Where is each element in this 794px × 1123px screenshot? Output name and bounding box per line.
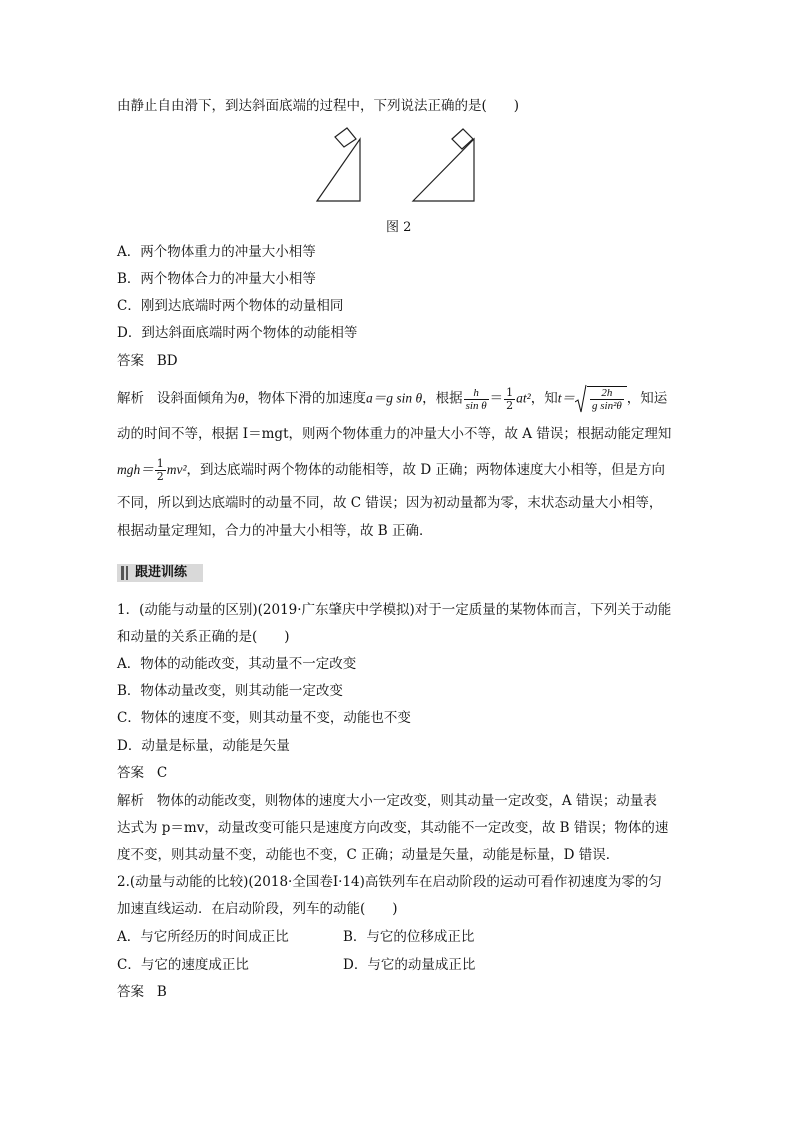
text: ，知 [530,390,558,407]
numerator: 1 [156,457,164,470]
answer-value: C [156,765,168,781]
analysis-label: 解析 [117,390,144,407]
q2-option-a: A．与它所经历的时间成正比 [117,929,289,945]
formula: t＝ [557,390,575,406]
formula: at² [516,390,531,406]
section-badge [117,564,203,582]
q0-analysis-line-3 [117,458,665,483]
q1-stem-line-2: 和动量的关系正确的是( ) [117,629,290,645]
text: ，根据 [422,390,463,407]
text: ，物体下滑的加速度 [244,390,367,407]
q0-answer [117,351,178,371]
q2-answer [117,982,167,1002]
q2-stem-line-1: 2.(动量与动能的比较)(2018·全国卷Ⅰ·14)高铁列车在启动阶段的运动可看作初速度为零的匀 [117,874,662,890]
q1-option-c: C．物体的速度不变，则其动量不变，动能也不变 [117,710,411,726]
q1-option-a: A．物体的动能改变，其动量不一定改变 [117,656,357,672]
denominator: 2 [156,470,164,483]
q1-stem-line-1: 1．(动能与动量的区别)(2019·广东肇庆中学模拟)对于一定质量的某物体而言，下列关于动能 [117,602,672,618]
formula: a＝g sin θ [366,390,423,406]
analysis-label: 解析 [117,793,144,809]
section-badge-label: 跟进训练 [135,565,188,580]
q1-analysis-line-2: 达式为 p＝mv，动量改变可能只是速度方向改变，其动能不一定改变，故 B 错误；物体的速 [117,820,669,836]
q0-analysis-line-4: 不同，所以到达底端时的动量不同，故 C 错误；因为初动量都为零，末状态动量大小相等， [117,495,663,511]
q0-analysis-line-1 [117,386,667,412]
q2-option-d: D．与它的动量成正比 [343,957,476,973]
q0-option-a: A．两个物体重力的冲量大小相等 [117,244,316,260]
formula: mgh＝ [117,462,154,477]
fraction-half [155,458,166,483]
q0-analysis-line-5: 根据动量定理知，合力的冲量大小相等，故 B 正确． [117,523,433,539]
fraction-h-sin [464,387,489,412]
answer-label: 答案 [117,353,144,369]
text: 设斜面倾角为 [156,390,238,407]
text: ，到达底端时两个物体的动能相等，故 D 正确；两物体速度大小相等，但是方向 [186,462,665,478]
q1-option-d: D．动量是标量，动能是矢量 [117,738,290,754]
q1-analysis-line-3: 度不变，则其动量不变，动能也不变，C 正确；动量是矢量，动能是标量，D 错误． [117,847,620,863]
formula: mv² [166,462,187,477]
badge-bar [121,566,124,580]
left-incline [317,128,360,201]
text: 物体的动能改变，则物体的速度大小一定改变，则其动量一定改变，A 错误；动量表 [156,793,657,809]
numerator: h [464,387,489,400]
fraction-half [504,387,515,412]
denominator: 2 [506,398,514,412]
text: ，知运 [626,390,668,407]
numerator: 2h [590,387,624,400]
q0-option-d: D．到达斜面底端时两个物体的动能相等 [117,325,358,341]
theta: θ [237,390,245,406]
denominator: g sin²θ [591,400,622,412]
q1-answer [117,763,167,783]
q0-option-c: C．刚到达底端时两个物体的动量相同 [117,298,344,314]
figure-caption: 图 2 [386,220,412,235]
q1-analysis-line-1 [117,791,657,811]
right-incline [413,129,474,201]
answer-label: 答案 [117,984,144,1000]
q2-option-c: C．与它的速度成正比 [117,957,249,973]
intro-line: 由静止自由滑下，到达斜面底端的过程中，下列说法正确的是( ) [117,98,520,114]
sqrt-expression [575,386,627,412]
q0-analysis-line-2: 动的时间不等，根据 I＝mgt，则两个物体重力的冲量大小不等，故 A 错误；根据动能定理知 [117,426,672,442]
q0-option-b: B．两个物体合力的冲量大小相等 [117,271,316,287]
answer-value: B [156,984,167,1000]
badge-bar [126,566,128,580]
equals: ＝ [489,390,504,407]
answer-value: BD [156,353,178,369]
q1-option-b: B．物体动量改变，则其动能一定改变 [117,683,343,699]
answer-label: 答案 [117,765,144,781]
denominator: sin θ [465,399,487,412]
q2-stem-line-2: 加速直线运动．在启动阶段，列车的动能( ) [117,901,398,917]
numerator: 1 [506,385,514,399]
q2-option-b: B．与它的位移成正比 [343,929,475,945]
